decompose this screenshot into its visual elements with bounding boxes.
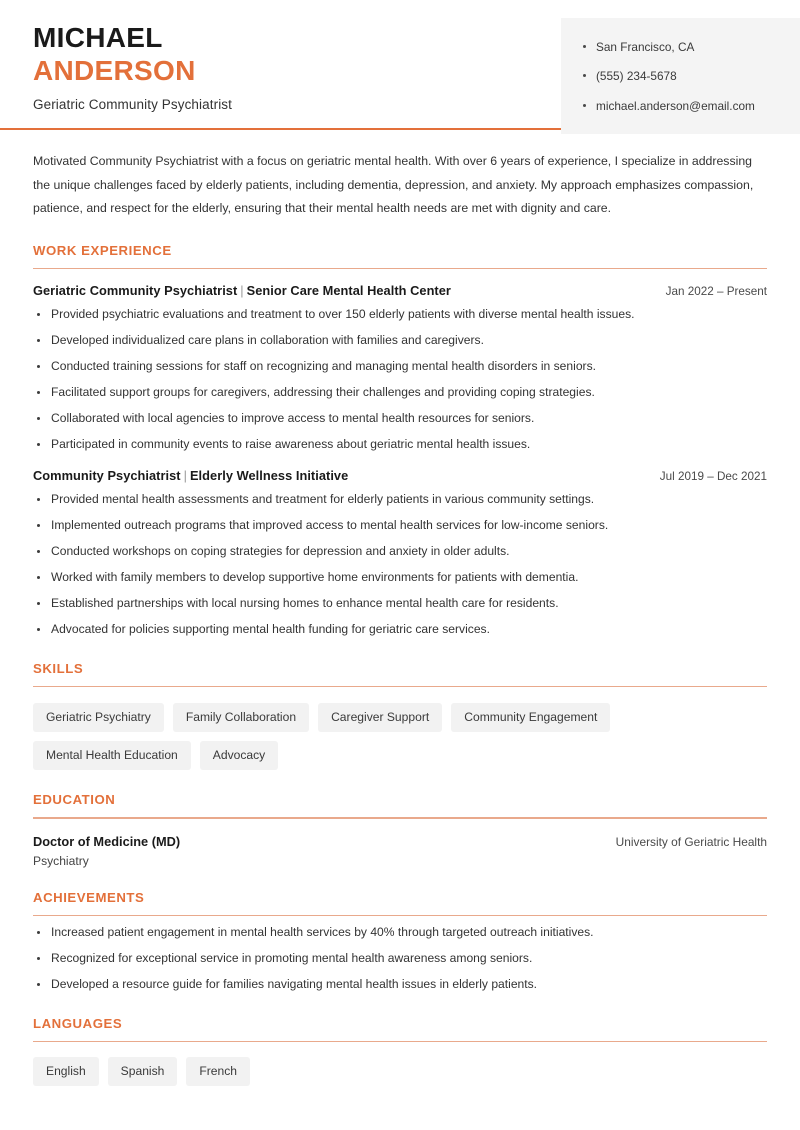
experience-bullet: Provided psychiatric evaluations and treatment to over 150 elderly patients with diverse mental health issues. <box>33 306 767 324</box>
experience-dates: Jan 2022 – Present <box>665 285 767 299</box>
education-degree: Doctor of Medicine (MD) <box>33 833 181 849</box>
language-pill: Spanish <box>108 1057 178 1086</box>
experience-company: Elderly Wellness Initiative <box>189 467 349 483</box>
experience-bullet: Participated in community events to raise awareness about geriatric mental health issues. <box>33 436 767 454</box>
experience-bullet: Conducted training sessions for staff on recognizing and managing mental health disorders in seniors. <box>33 358 767 376</box>
experience-bullet: Conducted workshops on coping strategies for depression and anxiety in older adults. <box>33 543 767 561</box>
experience-entry <box>33 283 767 454</box>
skills-pill-list <box>33 703 767 770</box>
experience-company: Senior Care Mental Health Center <box>246 283 451 299</box>
experience-entry-header <box>33 283 767 298</box>
section-title-languages: LANGUAGES <box>33 1015 123 1031</box>
section-languages <box>33 1016 767 1087</box>
contact-phone[interactable]: (555) 234-5678 <box>583 69 800 84</box>
achievement-item: Increased patient engagement in mental health services by 40% through targeted outreach initiatives. <box>33 924 767 942</box>
achievements-list <box>33 924 767 994</box>
section-divider <box>33 915 767 916</box>
achievement-item: Recognized for exceptional service in promoting mental health awareness among seniors. <box>33 950 767 968</box>
resume-body <box>0 150 800 1086</box>
experience-dates: Jul 2019 – Dec 2021 <box>659 469 767 483</box>
section-title-achievements: ACHIEVEMENTS <box>33 889 145 905</box>
section-title-skills: SKILLS <box>33 660 84 676</box>
experience-role: Community Psychiatrist <box>33 467 181 483</box>
education-entry-header <box>33 834 767 849</box>
section-work-experience <box>33 243 767 639</box>
skill-pill: Mental Health Education <box>33 741 191 770</box>
identity-block <box>0 0 232 112</box>
section-divider <box>33 817 767 818</box>
education-field: Psychiatry <box>33 853 89 868</box>
experience-title-line <box>33 283 451 298</box>
section-title-work-experience: WORK EXPERIENCE <box>33 242 172 258</box>
section-divider <box>33 268 767 269</box>
experience-bullet: Implemented outreach programs that improved access to mental health services for low-income seniors. <box>33 517 767 535</box>
first-name: MICHAEL <box>33 22 163 53</box>
experience-bullet: Advocated for policies supporting mental health funding for geriatric care services. <box>33 621 767 639</box>
experience-role: Geriatric Community Psychiatrist <box>33 283 238 299</box>
contact-location: San Francisco, CA <box>583 40 800 55</box>
experience-bullet: Facilitated support groups for caregivers, addressing their challenges and providing coping strategies. <box>33 384 767 402</box>
section-title-education: EDUCATION <box>33 792 116 808</box>
title-separator: | <box>240 283 244 299</box>
experience-bullet-list <box>33 491 767 639</box>
skill-pill: Family Collaboration <box>173 703 309 732</box>
skill-pill: Advocacy <box>200 741 278 770</box>
title-separator: | <box>183 467 187 483</box>
achievement-item: Developed a resource guide for families navigating mental health issues in elderly patients. <box>33 976 767 994</box>
contact-info-box <box>561 18 800 134</box>
professional-summary: Motivated Community Psychiatrist with a focus on geriatric mental health. With over 6 years of experience, I specialize in addressing the unique challenges faced by elderly patients, including dementia, depression, and anxiety. My approach emphasizes compassion, patience, and respect for the elderly, ensuring that their mental health needs are met with dignity and care. <box>33 154 754 216</box>
experience-bullet: Provided mental health assessments and treatment for elderly patients in various community settings. <box>33 491 767 509</box>
language-pill: French <box>186 1057 250 1086</box>
experience-bullet: Developed individualized care plans in collaboration with families and caregivers. <box>33 332 767 350</box>
skill-pill: Caregiver Support <box>318 703 442 732</box>
experience-bullet: Worked with family members to develop supportive home environments for patients with dementia. <box>33 569 767 587</box>
education-school: University of Geriatric Health <box>615 834 767 849</box>
contact-email[interactable]: michael.anderson@email.com <box>583 99 800 114</box>
section-achievements <box>33 890 767 994</box>
experience-entry <box>33 468 767 639</box>
section-education <box>33 792 767 867</box>
resume-header <box>0 0 800 128</box>
last-name: ANDERSON <box>33 54 196 86</box>
skill-pill: Community Engagement <box>451 703 610 732</box>
section-divider <box>33 1041 767 1042</box>
experience-bullet: Collaborated with local agencies to improve access to mental health resources for seniors. <box>33 410 767 428</box>
language-pill: English <box>33 1057 99 1086</box>
section-skills <box>33 661 767 771</box>
experience-entry-header <box>33 468 767 483</box>
education-entry <box>33 834 767 868</box>
skill-pill: Geriatric Psychiatry <box>33 703 164 732</box>
experience-title-line <box>33 468 348 483</box>
experience-bullet-list <box>33 306 767 454</box>
languages-pill-list <box>33 1057 767 1086</box>
professional-headline: Geriatric Community Psychiatrist <box>33 96 232 112</box>
section-divider <box>33 686 767 687</box>
experience-bullet: Established partnerships with local nursing homes to enhance mental health care for residents. <box>33 595 767 613</box>
